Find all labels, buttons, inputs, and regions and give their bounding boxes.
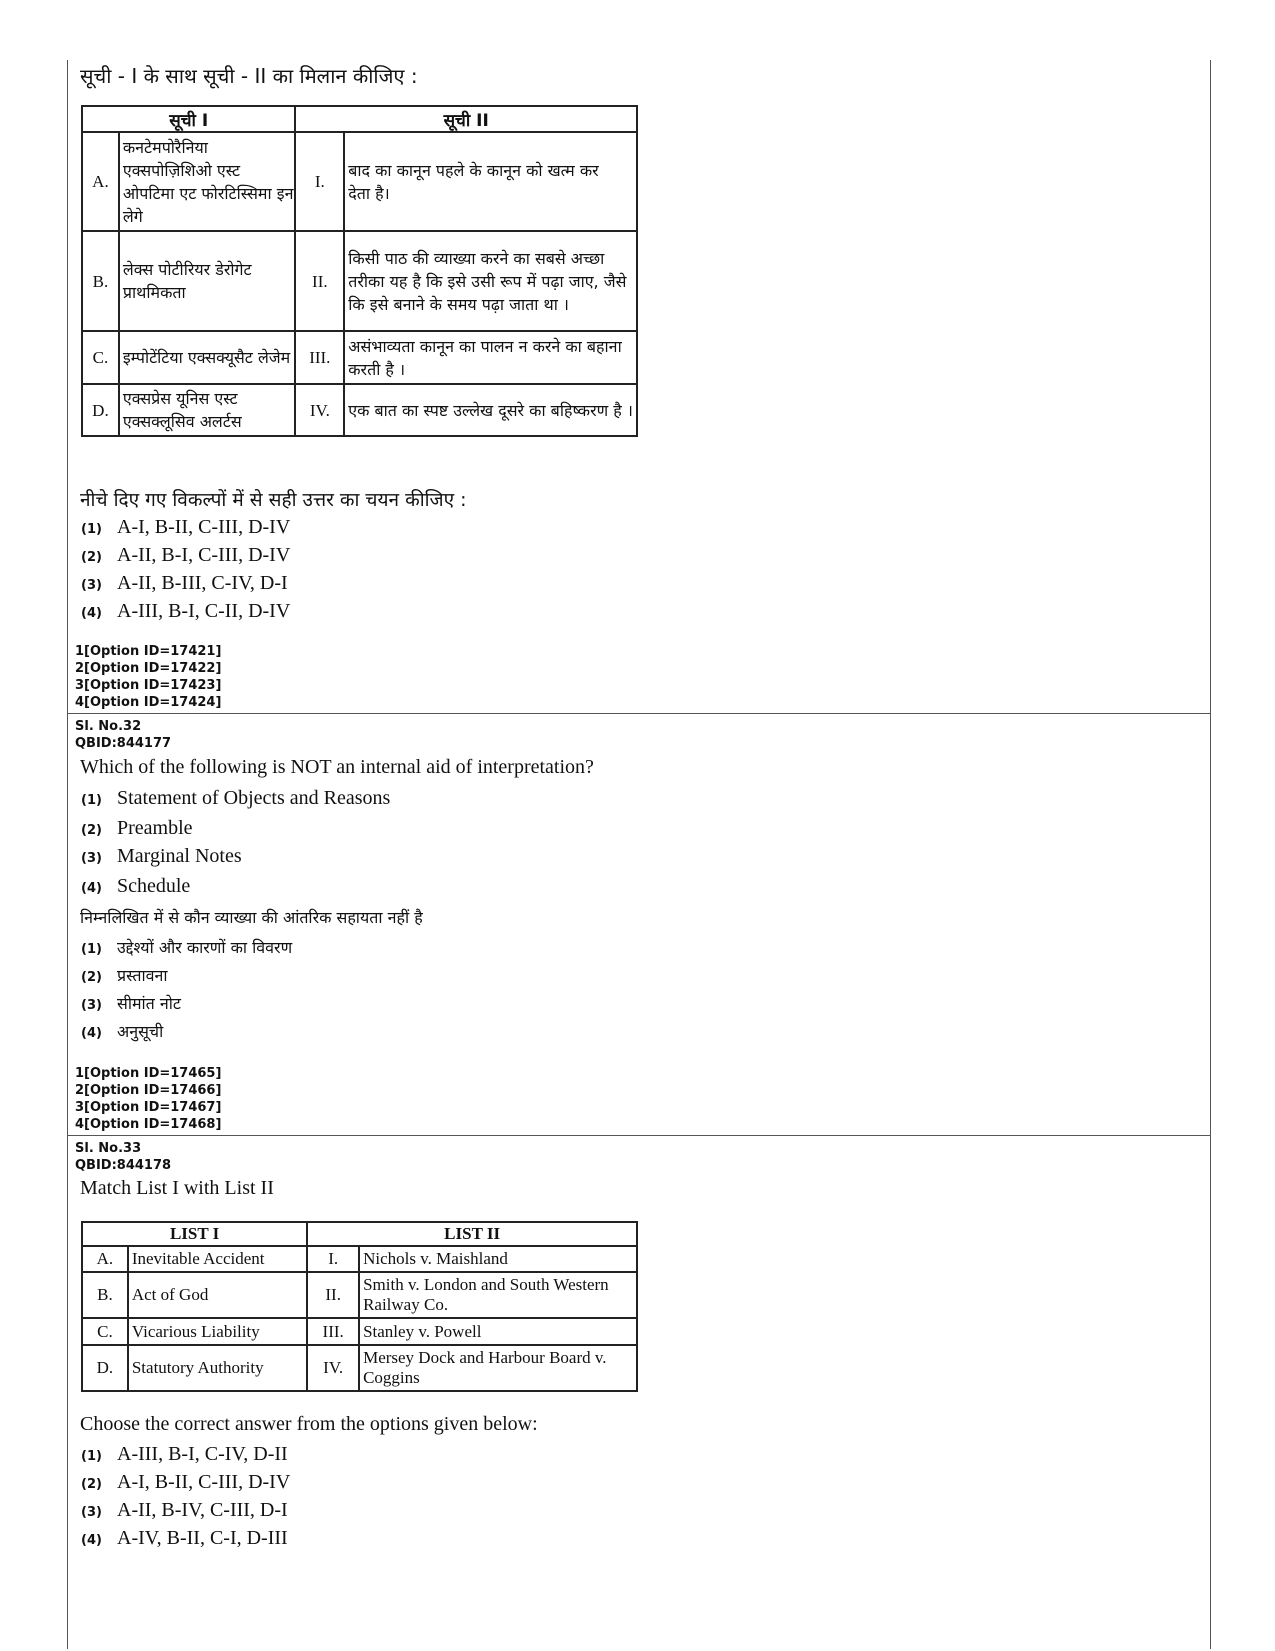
option-number: (1) <box>81 942 102 957</box>
q31-option-3[interactable] <box>81 572 288 595</box>
q31-row-list1: लेक्स पोटीरियर डेरोगेट प्राथमिकता <box>119 231 296 331</box>
option-number: (2) <box>81 823 102 838</box>
option-text: A-III, B-I, C-II, D-IV <box>117 600 291 622</box>
option-id: 4[Option ID=17468] <box>75 1117 222 1132</box>
option-text: प्रस्तावना <box>117 966 168 985</box>
q31-row-list2: एक बात का स्पष्ट उल्लेख दूसरे का बहिष्करण है । <box>344 384 637 436</box>
q31-choose-text: नीचे दिए गए विकल्पों में से सही उत्तर का चयन कीजिए : <box>80 489 467 511</box>
q32-serial: Sl. No.32 <box>75 719 142 734</box>
option-id: 2[Option ID=17422] <box>75 661 222 676</box>
option-number: (2) <box>81 550 102 565</box>
q32-option-en-1[interactable] <box>81 787 390 810</box>
q31-option-1[interactable] <box>81 516 290 539</box>
q31-row-list1: एक्सप्रेस यूनिस एस्ट एक्सक्लूसिव अलर्टस <box>119 384 296 436</box>
option-id: 1[Option ID=17465] <box>75 1066 222 1081</box>
q33-option-2[interactable] <box>81 1471 290 1494</box>
option-number: (1) <box>81 522 102 537</box>
q33-row-list2: Smith v. London and South Western Railway Co. <box>359 1272 637 1318</box>
option-text: Schedule <box>117 875 191 897</box>
q33-row-list1: Statutory Authority <box>128 1345 307 1391</box>
q31-option-ids <box>75 643 221 711</box>
q33-row-list1: Vicarious Liability <box>128 1318 307 1345</box>
q32-meta <box>75 718 171 752</box>
option-number: (3) <box>81 1505 102 1520</box>
option-number: (4) <box>81 606 102 621</box>
q32-option-hi-4[interactable] <box>81 1020 163 1042</box>
q31-instruction: सूची - I के साथ सूची - II का मिलान कीजिए : <box>80 64 418 88</box>
q33-list2-header: LIST II <box>307 1222 637 1246</box>
option-number: (4) <box>81 1026 102 1041</box>
q31-option-2[interactable] <box>81 544 290 567</box>
q31-list1-header: सूची I <box>82 106 295 132</box>
q33-instruction: Match List I with List II <box>80 1177 274 1199</box>
q32-option-en-3[interactable] <box>81 845 242 868</box>
option-id: 3[Option ID=17467] <box>75 1100 222 1115</box>
option-number: (3) <box>81 851 102 866</box>
option-text: A-III, B-I, C-IV, D-II <box>117 1443 288 1465</box>
q31-row-key: C. <box>82 331 119 384</box>
option-number: (4) <box>81 881 102 896</box>
option-number: (3) <box>81 578 102 593</box>
q31-row-list2: असंभाव्यता कानून का पालन न करने का बहाना करती है । <box>344 331 637 384</box>
q31-row-roman: II. <box>295 231 344 331</box>
option-id: 2[Option ID=17466] <box>75 1083 222 1098</box>
q33-row-list1: Inevitable Accident <box>128 1246 307 1272</box>
q31-list2-header: सूची II <box>295 106 637 132</box>
q33-option-1[interactable] <box>81 1443 288 1466</box>
q31-row-list2: किसी पाठ की व्याख्या करने का सबसे अच्छा तरीका यह है कि इसे उसी रूप में पढ़ा जाए, जैसे कि इसे बनाने के समय पढ़ा जाता था । <box>344 231 637 331</box>
q32-option-ids <box>75 1065 221 1133</box>
q31-row-key: A. <box>82 132 119 231</box>
q31-row-key: D. <box>82 384 119 436</box>
option-number: (2) <box>81 970 102 985</box>
option-text: सीमांत नोट <box>117 994 181 1013</box>
q33-row-roman: I. <box>307 1246 359 1272</box>
option-text: A-I, B-II, C-III, D-IV <box>117 516 291 538</box>
q31-row-list2: बाद का कानून पहले के कानून को खत्म कर देता है। <box>344 132 637 231</box>
option-text: अनुसूची <box>117 1022 164 1041</box>
q32-question-hi: निम्नलिखित में से कौन व्याख्या की आंतरिक सहायता नहीं है <box>80 908 423 927</box>
q33-option-3[interactable] <box>81 1499 288 1522</box>
q32-qbid: QBID:844177 <box>75 736 172 751</box>
q31-option-4[interactable] <box>81 600 290 623</box>
question-divider <box>67 1135 1210 1136</box>
option-number: (3) <box>81 998 102 1013</box>
option-text: A-II, B-IV, C-III, D-I <box>117 1499 288 1521</box>
q33-row-key: B. <box>82 1272 128 1318</box>
option-id: 4[Option ID=17424] <box>75 695 222 710</box>
option-number: (1) <box>81 793 102 808</box>
q33-row-roman: II. <box>307 1272 359 1318</box>
q33-row-key: D. <box>82 1345 128 1391</box>
q31-row-roman: III. <box>295 331 344 384</box>
option-text: Preamble <box>117 817 193 839</box>
q32-option-hi-2[interactable] <box>81 964 168 986</box>
option-id: 1[Option ID=17421] <box>75 644 222 659</box>
q33-row-roman: IV. <box>307 1345 359 1391</box>
q31-row-list1: इम्पोटेंटिया एक्सक्यूसैट लेजेम <box>119 331 296 384</box>
q33-row-list2: Mersey Dock and Harbour Board v. Coggins <box>359 1345 637 1391</box>
q32-option-en-4[interactable] <box>81 875 190 898</box>
option-id: 3[Option ID=17423] <box>75 678 222 693</box>
option-number: (2) <box>81 1477 102 1492</box>
q33-row-list2: Stanley v. Powell <box>359 1318 637 1345</box>
q31-row-roman: I. <box>295 132 344 231</box>
q32-option-hi-1[interactable] <box>81 936 292 958</box>
q31-row-key: B. <box>82 231 119 331</box>
option-text: Marginal Notes <box>117 845 242 867</box>
q33-qbid: QBID:844178 <box>75 1158 172 1173</box>
q32-option-en-2[interactable] <box>81 817 193 840</box>
option-number: (4) <box>81 1533 102 1548</box>
q33-row-roman: III. <box>307 1318 359 1345</box>
q33-row-list2: Nichols v. Maishland <box>359 1246 637 1272</box>
q33-match-table <box>81 1221 638 1392</box>
option-text: A-I, B-II, C-III, D-IV <box>117 1471 291 1493</box>
q33-row-key: A. <box>82 1246 128 1272</box>
q31-match-table <box>81 105 638 437</box>
option-text: A-II, B-III, C-IV, D-I <box>117 572 288 594</box>
question-divider <box>67 713 1210 714</box>
option-text: उद्देश्यों और कारणों का विवरण <box>117 938 293 957</box>
q33-list1-header: LIST I <box>82 1222 307 1246</box>
q33-serial: Sl. No.33 <box>75 1141 142 1156</box>
q31-row-list1: कनटेमपोरैनिया एक्सपोज़िशिओ एस्ट ओपटिमा एट फोरटिस्सिमा इन लेगे <box>119 132 296 231</box>
q32-question-en: Which of the following is NOT an internal aid of interpretation? <box>80 756 594 778</box>
q32-option-hi-3[interactable] <box>81 992 181 1014</box>
option-text: A-IV, B-II, C-I, D-III <box>117 1527 288 1549</box>
q31-row-roman: IV. <box>295 384 344 436</box>
option-number: (1) <box>81 1449 102 1464</box>
q33-choose-text: Choose the correct answer from the options given below: <box>80 1413 538 1435</box>
option-text: A-II, B-I, C-III, D-IV <box>117 544 291 566</box>
q33-row-list1: Act of God <box>128 1272 307 1318</box>
q33-meta <box>75 1140 171 1174</box>
q33-option-4[interactable] <box>81 1527 288 1550</box>
option-text: Statement of Objects and Reasons <box>117 787 391 809</box>
q33-row-key: C. <box>82 1318 128 1345</box>
